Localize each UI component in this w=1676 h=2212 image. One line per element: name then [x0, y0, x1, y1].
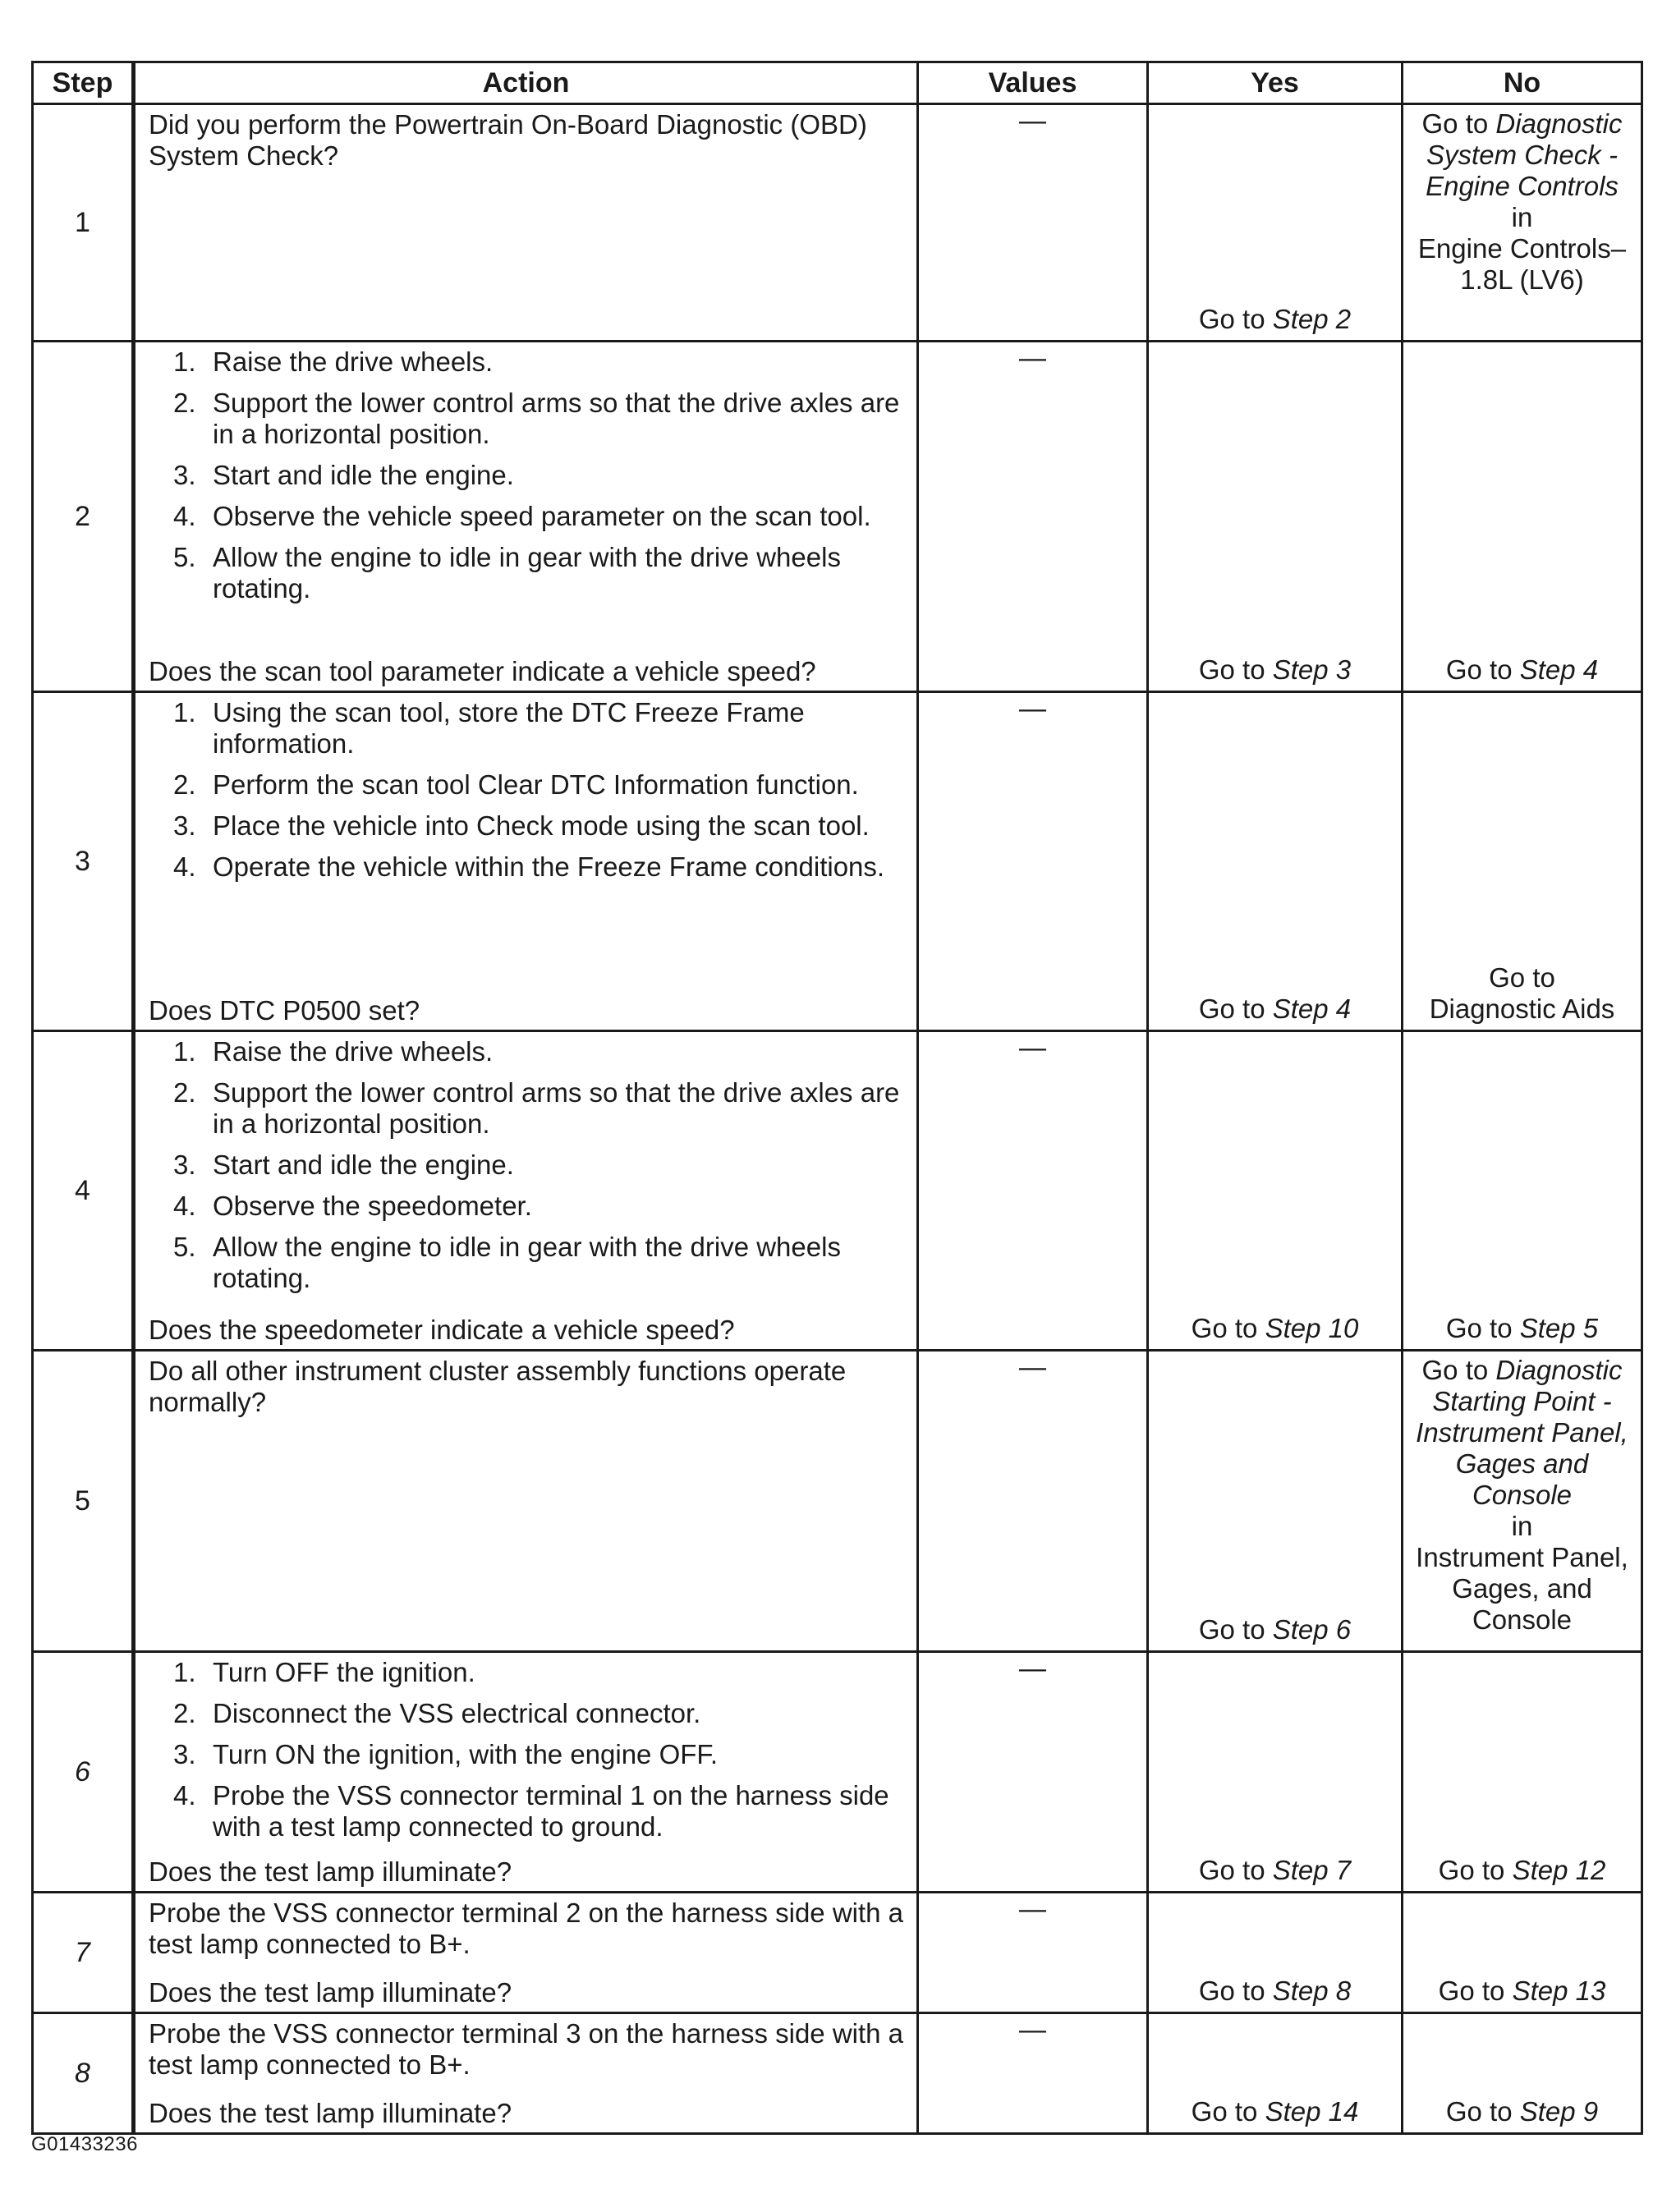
- action-step-number: 3.: [173, 810, 196, 841]
- value-dash: —: [1019, 342, 1046, 373]
- step-number: 5: [75, 1485, 90, 1517]
- goto-step-link[interactable]: Step 5: [1519, 1313, 1599, 1343]
- action-cell: [134, 692, 918, 1031]
- action-steps-list: [149, 346, 907, 614]
- action-content: [135, 1893, 916, 2012]
- action-instruction: Probe the VSS connector terminal 2 on the harness side with a test lamp connected to B+.: [149, 1898, 904, 1959]
- goto-step-link[interactable]: Step 14: [1265, 2096, 1359, 2127]
- goto-step-link[interactable]: Step 6: [1272, 1614, 1352, 1645]
- action-step-item: [149, 1657, 907, 1688]
- action-step-text: Support the lower control arms so that the drive axles are in a horizontal position.: [213, 388, 900, 449]
- action-step-item: [149, 1191, 907, 1222]
- no-content: [1403, 105, 1641, 340]
- table-row: [33, 1351, 1642, 1652]
- action-step-text: Start and idle the engine.: [213, 1150, 514, 1180]
- action-step-number: 1.: [173, 1657, 196, 1687]
- action-step-text: Raise the drive wheels.: [213, 1036, 494, 1067]
- action-step-number: 4.: [173, 1191, 196, 1221]
- action-content: [135, 693, 916, 1030]
- action-steps-list: [149, 1657, 907, 1852]
- no-content: [1403, 1893, 1641, 2012]
- yes-goto[interactable]: [1199, 304, 1351, 335]
- header-yes: Yes: [1148, 62, 1403, 104]
- no-cell: [1403, 342, 1642, 692]
- action-step-text: Turn ON the ignition, with the engine OFF.: [213, 1739, 719, 1769]
- no-goto[interactable]: [1408, 1355, 1636, 1511]
- action-content: [135, 342, 916, 691]
- action-step-number: 2.: [173, 769, 196, 800]
- figure-id: G01433236: [31, 2133, 138, 2155]
- yes-goto[interactable]: [1199, 1614, 1351, 1645]
- values-cell: [918, 2013, 1148, 2134]
- values-cell: [918, 1652, 1148, 1893]
- action-step-text: Perform the scan tool Clear DTC Information function.: [213, 769, 859, 800]
- goto-step-link[interactable]: Step 2: [1272, 304, 1352, 334]
- action-step-text: Observe the speedometer.: [213, 1191, 532, 1221]
- header-values: Values: [918, 62, 1148, 104]
- header-action: Action: [134, 62, 918, 104]
- diagnostic-table: [31, 61, 1643, 2135]
- goto-step-link[interactable]: Step 7: [1272, 1855, 1352, 1885]
- table-row: [33, 1652, 1642, 1893]
- action-cell: [134, 1031, 918, 1351]
- action-instruction: Did you perform the Powertrain On-Board Diagnostic (OBD) System Check?: [149, 109, 867, 171]
- action-cell: [134, 1652, 918, 1893]
- action-content: [135, 1352, 916, 1650]
- header-no: No: [1403, 62, 1642, 104]
- no-cell: [1403, 104, 1642, 342]
- yes-cell: [1148, 104, 1403, 342]
- step-number: 7: [75, 1937, 90, 1968]
- step-cell: [33, 342, 134, 692]
- value-dash: —: [1019, 2014, 1046, 2044]
- no-in-text: in: [1511, 1511, 1533, 1541]
- action-step-text: Allow the engine to idle in gear with the drive wheels rotating.: [213, 542, 841, 603]
- goto-prefix: Go to: [1421, 108, 1496, 139]
- goto-prefix: Go to: [1191, 2096, 1265, 2127]
- step-cell: [33, 1893, 134, 2013]
- step-number: 6: [75, 1756, 90, 1787]
- yes-content: [1149, 1653, 1401, 1891]
- no-in-text: in: [1511, 202, 1533, 232]
- yes-cell: [1148, 1031, 1403, 1351]
- no-cell: [1403, 1652, 1642, 1893]
- yes-content: [1149, 1032, 1401, 1349]
- goto-procedure-link[interactable]: Diagnostic Starting Point - Instrument Panel, Gages and Console: [1416, 1355, 1628, 1510]
- action-step-text: Support the lower control arms so that the drive axles are in a horizontal position.: [213, 1077, 900, 1139]
- action-step-text: Using the scan tool, store the DTC Freeze Frame information.: [213, 697, 805, 759]
- no-goto[interactable]: [1439, 1855, 1606, 1886]
- action-step-item: [149, 460, 907, 491]
- table-header-row: [33, 62, 1642, 104]
- values-cell: [918, 692, 1148, 1031]
- action-step-item: [149, 1077, 907, 1140]
- no-cell: [1403, 1031, 1642, 1351]
- action-step-item: [149, 697, 907, 760]
- action-step-number: 4.: [173, 851, 196, 882]
- action-step-item: [149, 851, 907, 883]
- action-step-number: 3.: [173, 1739, 196, 1769]
- goto-step-link[interactable]: Step 10: [1265, 1313, 1359, 1343]
- goto-step-link[interactable]: Step 12: [1512, 1855, 1606, 1885]
- table-row: [33, 342, 1642, 692]
- value-dash: —: [1019, 1653, 1046, 1683]
- yes-cell: [1148, 1893, 1403, 2013]
- value-dash: —: [1019, 1893, 1046, 1924]
- action-step-text: Allow the engine to idle in gear with the drive wheels rotating.: [213, 1232, 841, 1293]
- goto-prefix: Go to: [1198, 304, 1273, 334]
- value-dash: —: [1019, 1352, 1046, 1382]
- action-step-text: Probe the VSS connector terminal 1 on the harness side with a test lamp connected to ground.: [213, 1780, 889, 1842]
- goto-prefix: Go to: [1445, 654, 1520, 685]
- step-cell: [33, 104, 134, 342]
- no-goto[interactable]: [1446, 2096, 1598, 2127]
- yes-cell: [1148, 342, 1403, 692]
- goto-prefix: Go to: [1198, 1976, 1273, 2006]
- action-steps-list: [149, 697, 907, 893]
- values-cell: [918, 1031, 1148, 1351]
- step-cell: [33, 1652, 134, 1893]
- action-step-text: Disconnect the VSS electrical connector.: [213, 1698, 701, 1728]
- action-step-text: Start and idle the engine.: [213, 460, 514, 490]
- goto-procedure-link[interactable]: Diagnostic System Check - Engine Controls: [1426, 108, 1623, 201]
- action-step-number: 2.: [173, 1077, 196, 1108]
- action-cell: [134, 2013, 918, 2134]
- values-cell: [918, 1351, 1148, 1652]
- table-row: [33, 1031, 1642, 1351]
- action-steps-list: [149, 1036, 907, 1304]
- value-dash: —: [1019, 1032, 1046, 1062]
- yes-content: [1149, 105, 1401, 340]
- step-number: 3: [75, 846, 90, 877]
- goto-prefix: Go to: [1445, 2096, 1520, 2127]
- no-manual-section: Instrument Panel, Gages, and Console: [1416, 1542, 1628, 1635]
- no-goto-prefix: Go to: [1489, 962, 1555, 993]
- action-instruction: Probe the VSS connector terminal 3 on the harness side with a test lamp connected to B+.: [149, 2018, 904, 2080]
- no-goto[interactable]: [1446, 654, 1598, 686]
- action-step-item: [149, 769, 907, 801]
- step-cell: [33, 1351, 134, 1652]
- action-step-number: 1.: [173, 1036, 196, 1067]
- no-content: [1403, 342, 1641, 691]
- action-step-text: Turn OFF the ignition.: [213, 1657, 475, 1687]
- yes-goto[interactable]: [1199, 1976, 1351, 2007]
- yes-cell: [1148, 1652, 1403, 1893]
- action-step-text: Raise the drive wheels.: [213, 346, 494, 377]
- action-step-item: [149, 1232, 907, 1294]
- yes-content: [1149, 342, 1401, 691]
- goto-prefix: Go to: [1421, 1355, 1496, 1385]
- yes-cell: [1148, 1351, 1403, 1652]
- table-row: [33, 2013, 1642, 2134]
- step-cell: [33, 1031, 134, 1351]
- no-goto[interactable]: [1446, 1313, 1598, 1344]
- action-question: Does the speedometer indicate a vehicle speed?: [149, 1315, 735, 1345]
- action-step-number: 3.: [173, 460, 196, 490]
- action-step-number: 2.: [173, 388, 196, 418]
- no-content: [1403, 1032, 1641, 1349]
- action-question: Does the test lamp illuminate?: [149, 1977, 512, 2008]
- action-step-text: Operate the vehicle within the Freeze Frame conditions.: [213, 851, 885, 882]
- yes-goto[interactable]: [1199, 1855, 1351, 1886]
- yes-goto[interactable]: [1199, 654, 1351, 686]
- table-row: [33, 692, 1642, 1031]
- action-step-number: 5.: [173, 1232, 196, 1262]
- action-step-number: 5.: [173, 542, 196, 572]
- goto-prefix: Go to: [1438, 1855, 1513, 1885]
- step-number: 2: [75, 501, 90, 532]
- action-step-item: [149, 388, 907, 450]
- action-content: [135, 1653, 916, 1891]
- action-content: [135, 1032, 916, 1349]
- no-cell: [1403, 692, 1642, 1031]
- table-row: [33, 1893, 1642, 2013]
- action-step-text: Place the vehicle into Check mode using the scan tool.: [213, 810, 870, 841]
- goto-step-link[interactable]: Step 3: [1272, 654, 1352, 685]
- goto-prefix: Go to: [1438, 1976, 1513, 2006]
- action-step-number: 1.: [173, 346, 196, 377]
- action-step-text: Observe the vehicle speed parameter on the scan tool.: [213, 501, 871, 531]
- action-step-item: [149, 810, 907, 842]
- values-cell: [918, 342, 1148, 692]
- yes-content: [1149, 693, 1401, 1030]
- value-dash: —: [1019, 693, 1046, 723]
- action-step-number: 4.: [173, 501, 196, 531]
- yes-content: [1149, 1352, 1401, 1650]
- action-cell: [134, 342, 918, 692]
- action-question: Does the test lamp illuminate?: [149, 2098, 512, 2128]
- action-step-item: [149, 346, 907, 378]
- no-goto-target[interactable]: Diagnostic Aids: [1429, 994, 1615, 1024]
- no-cell: [1403, 2013, 1642, 2134]
- action-step-item: [149, 1698, 907, 1729]
- action-question: Does the scan tool parameter indicate a vehicle speed?: [149, 656, 816, 686]
- action-cell: [134, 1893, 918, 2013]
- step-number: 1: [75, 207, 90, 238]
- action-step-item: [149, 1036, 907, 1067]
- action-cell: [134, 104, 918, 342]
- action-cell: [134, 1351, 918, 1652]
- no-manual-section: Engine Controls– 1.8L (LV6): [1417, 233, 1627, 295]
- action-content: [135, 105, 916, 340]
- yes-goto[interactable]: [1192, 1313, 1359, 1344]
- action-content: [135, 2014, 916, 2132]
- header-step: Step: [33, 62, 134, 104]
- step-cell: [33, 692, 134, 1031]
- action-step-item: [149, 542, 907, 604]
- yes-content: [1149, 2014, 1401, 2132]
- action-step-number: 1.: [173, 697, 196, 727]
- goto-step-link[interactable]: Step 13: [1512, 1976, 1606, 2006]
- yes-goto[interactable]: [1192, 2096, 1359, 2127]
- action-question: Does the test lamp illuminate?: [149, 1856, 512, 1887]
- action-question: Does DTC P0500 set?: [149, 995, 420, 1026]
- no-content: [1403, 1653, 1641, 1891]
- value-dash: —: [1019, 105, 1046, 135]
- no-cell: [1403, 1351, 1642, 1652]
- goto-prefix: Go to: [1198, 654, 1273, 685]
- action-step-number: 4.: [173, 1780, 196, 1810]
- goto-step-link[interactable]: Step 4: [1519, 654, 1599, 685]
- no-goto[interactable]: [1439, 1976, 1606, 2007]
- values-cell: [918, 1893, 1148, 2013]
- yes-content: [1149, 1893, 1401, 2012]
- no-content: [1403, 693, 1641, 1030]
- yes-goto[interactable]: [1199, 994, 1351, 1025]
- action-step-number: 3.: [173, 1150, 196, 1180]
- goto-prefix: Go to: [1191, 1313, 1265, 1343]
- goto-prefix: Go to: [1198, 1855, 1273, 1885]
- action-step-number: 2.: [173, 1698, 196, 1728]
- action-step-item: [149, 1780, 907, 1843]
- step-number: 8: [75, 2058, 90, 2089]
- action-step-item: [149, 501, 907, 532]
- yes-cell: [1148, 2013, 1403, 2134]
- action-step-item: [149, 1739, 907, 1770]
- no-content: [1403, 1352, 1641, 1650]
- goto-prefix: Go to: [1198, 994, 1273, 1024]
- goto-prefix: Go to: [1445, 1313, 1520, 1343]
- goto-step-link[interactable]: Step 8: [1272, 1976, 1352, 2006]
- yes-cell: [1148, 692, 1403, 1031]
- goto-step-link[interactable]: Step 9: [1519, 2096, 1599, 2127]
- action-step-item: [149, 1150, 907, 1181]
- action-instruction: Do all other instrument cluster assembly functions operate normally?: [149, 1356, 847, 1417]
- no-content: [1403, 2014, 1641, 2132]
- table-row: [33, 104, 1642, 342]
- no-goto[interactable]: [1408, 108, 1636, 202]
- goto-prefix: Go to: [1198, 1614, 1273, 1645]
- goto-step-link[interactable]: Step 4: [1272, 994, 1352, 1024]
- step-cell: [33, 2013, 134, 2134]
- step-number: 4: [75, 1175, 90, 1206]
- no-cell: [1403, 1893, 1642, 2013]
- values-cell: [918, 104, 1148, 342]
